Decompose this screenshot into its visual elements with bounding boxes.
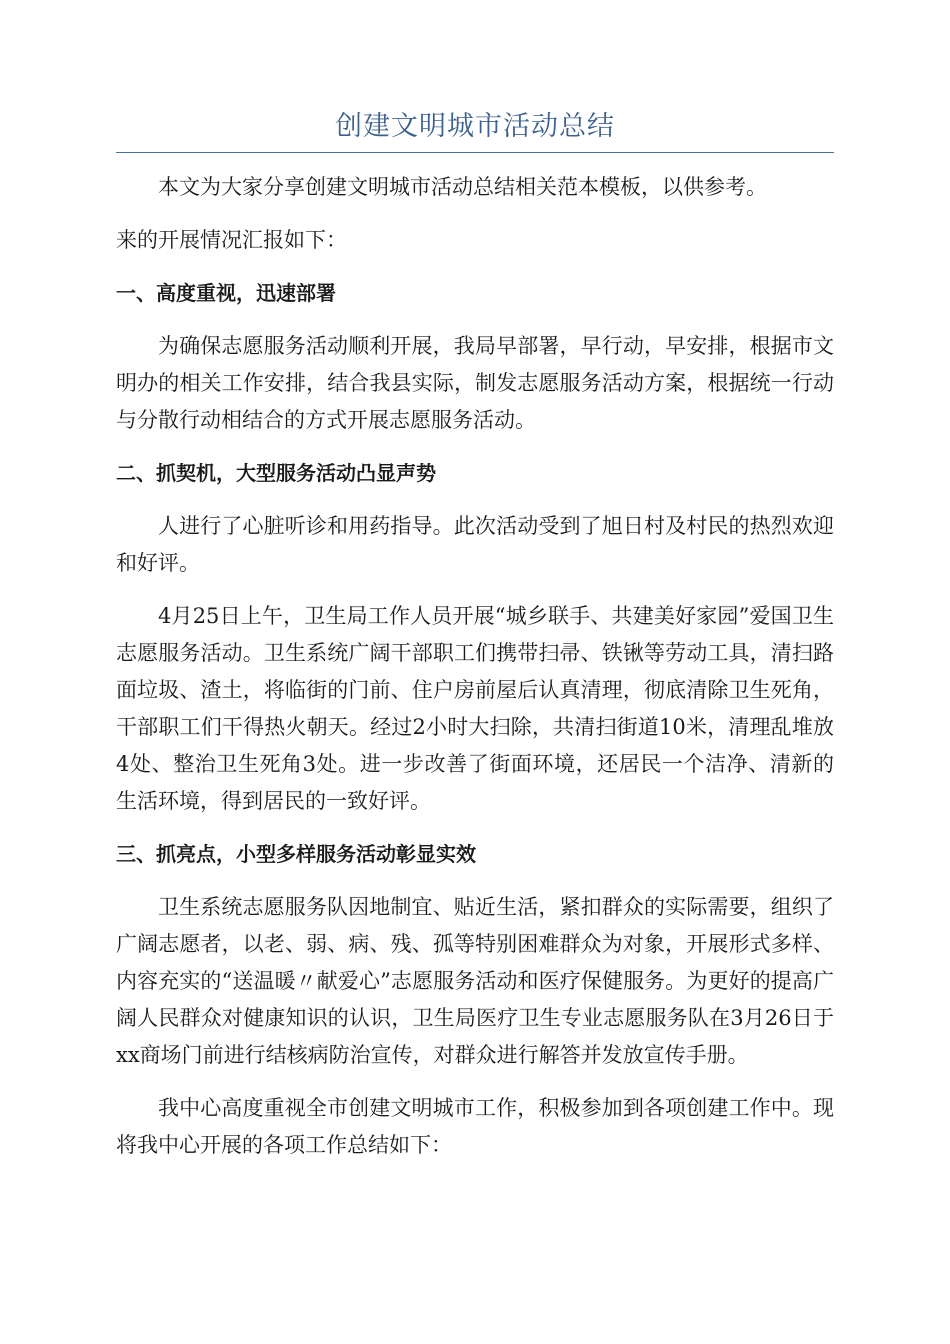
section-3-paragraph-2: 我中心高度重视全市创建文明城市工作，积极参加到各项创建工作中。现将我中心开展的各项工作总结如下： xyxy=(116,1096,834,1157)
section-3-paragraph-1: 卫生系统志愿服务队因地制宜、贴近生活，紧扣群众的实际需要，组织了广阔志愿者，以老、弱、病、残、孤等特别困难群众为对象，开展形式多样、内容充实的“送温暖〃献爱心”志愿服务活动和医疗保健服务。为更好的提高广阔人民群众对健康知识的认识，卫生局医疗卫生专业志愿服务队在3月26日于xx商场门前进行结核病防治宣传，对群众进行解答并发放宣传手册。 xyxy=(116,895,834,1067)
section-heading-3: 三、抓亮点，小型多样服务活动彰显实效 xyxy=(116,842,476,866)
section-2-paragraph-1: 人进行了心脏听诊和用药指导。此次活动受到了旭日村及村民的热烈欢迎和好评。 xyxy=(116,514,834,575)
section-1-paragraph: 为确保志愿服务活动顺利开展，我局早部署，早行动，早安排，根据市文明办的相关工作安排，结合我县实际，制发志愿服务活动方案，根据统一行动与分散行动相结合的方式开展志愿服务活动。 xyxy=(116,334,834,432)
document-page xyxy=(116,108,834,1180)
report-lead-paragraph: 来的开展情况汇报如下： xyxy=(116,228,347,252)
section-heading-1: 一、高度重视，迅速部署 xyxy=(116,281,336,305)
section-2-paragraph-2: 4月25日上午，卫生局工作人员开展“城乡联手、共建美好家园”爱国卫生志愿服务活动。卫生系统广阔干部职工们携带扫帚、铁锹等劳动工具，清扫路面垃圾、渣土，将临街的门前、住户房前屋后认真清理，彻底清除卫生死角，干部职工们干得热火朝天。经过2小时大扫除，共清扫街道10米，清理乱堆放4处、整治卫生死角3处。进一步改善了街面环境，还居民一个洁净、清新的生活环境，得到居民的一致好评。 xyxy=(116,604,834,813)
section-heading-2: 二、抓契机，大型服务活动凸显声势 xyxy=(116,461,436,485)
document-title: 创建文明城市活动总结 xyxy=(335,111,615,142)
intro-paragraph: 本文为大家分享创建文明城市活动总结相关范本模板，以供参考。 xyxy=(158,175,767,199)
title-underline xyxy=(116,152,834,153)
